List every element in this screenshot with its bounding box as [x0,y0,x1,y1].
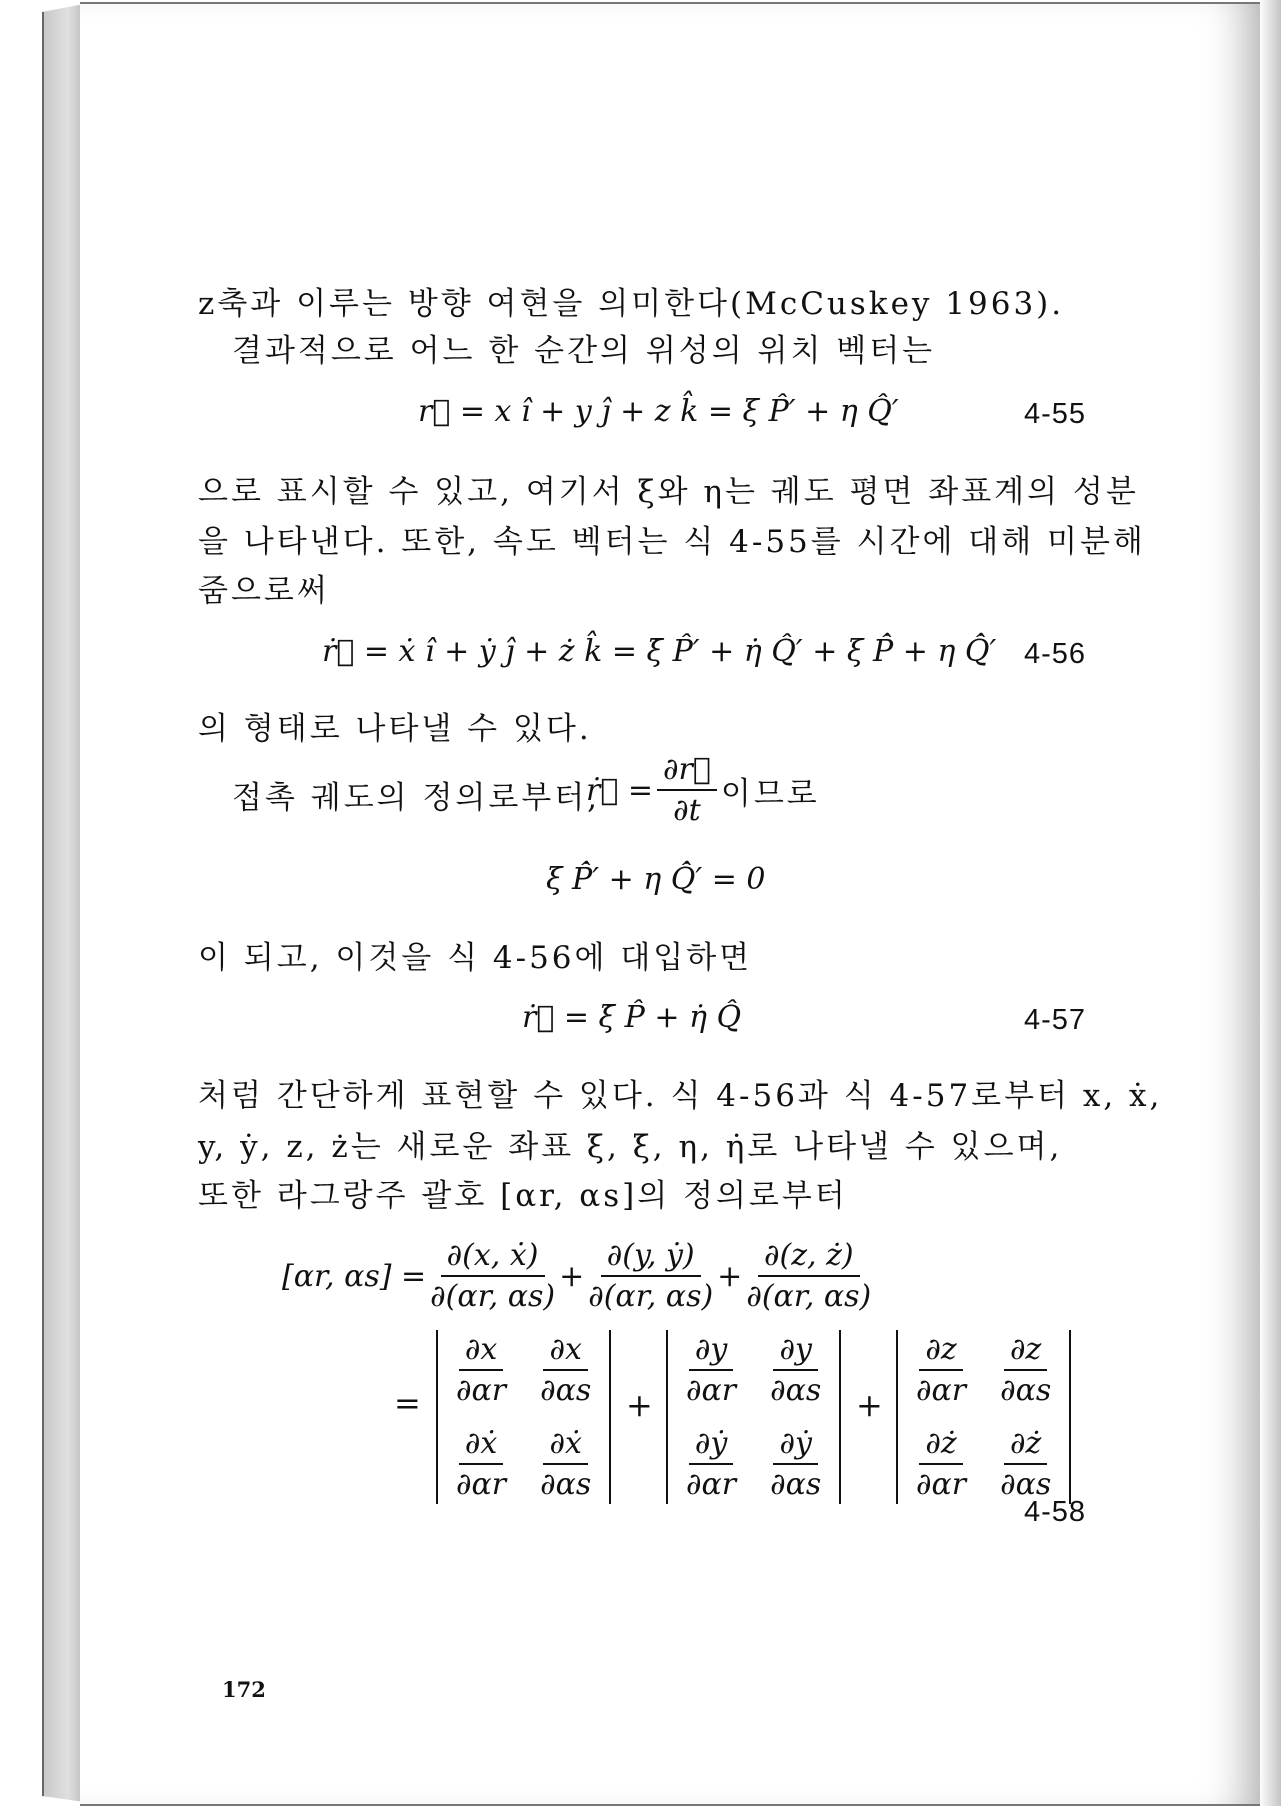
det-x-22 [540,1426,591,1502]
plus-sign: + [717,1258,743,1294]
det-x-12-num: ∂x [543,1332,587,1371]
det-x-11-num: ∂x [459,1332,503,1371]
fraction-x-denominator: ∂(αr, αs) [430,1279,556,1314]
text-line-1: z축과 이루는 방향 여현을 의미한다(McCuskey 1963). [198,286,1065,322]
equation-zero: ξ P̂̇′ + η Q̂̇′ = 0 [546,862,766,897]
book-spine [42,4,84,1802]
plus-sign: + [626,1386,653,1424]
fraction-y [588,1238,713,1314]
text-line-2: 결과적으로 어느 한 순간의 위성의 위치 벡터는 [232,333,936,369]
det-z-21-den: ∂αr [916,1467,967,1502]
equation-number-4-55: 4-55 [1024,398,1087,430]
text-line-8: 이 되고, 이것을 식 4-56에 대입하면 [198,940,753,976]
det-z-11-den: ∂αr [916,1373,967,1408]
text-line-6: 의 형태로 나타낼 수 있다. [198,711,592,747]
text-line-3: 으로 표시할 수 있고, 여기서 ξ와 η는 궤도 평면 좌표계의 성분 [198,474,1139,510]
determinant-y [666,1330,841,1504]
det-y-11-den: ∂αr [686,1373,737,1408]
fraction-z [746,1238,871,1314]
det-x-22-num: ∂ẋ [543,1426,587,1465]
text-line-7: 접촉 궤도의 정의로부터, [232,780,601,816]
text-line-9: 처럼 간단하게 표현할 수 있다. 식 4-56과 식 4-57로부터 x, ẋ, [198,1078,1163,1114]
plus-sign: + [856,1386,883,1424]
det-z-11-num: ∂z [919,1332,962,1371]
text-line-10: y, ẏ, z, ż는 새로운 좌표 ξ, ξ̇, η, η̇로 나타낼 수 있으며, [198,1129,1063,1165]
equation-rdot-def [586,752,820,828]
det-x-21-den: ∂αr [456,1467,507,1502]
det-x-21-num: ∂ẋ [459,1426,503,1465]
rdot-lhs: ṙ⃗ = [586,772,654,808]
fraction-z-denominator: ∂(αr, αs) [746,1279,872,1314]
equation-4-58-line1 [282,1238,875,1314]
det-x-21 [456,1426,506,1502]
det-y-12 [770,1332,821,1408]
equation-4-57: ṙ⃗ = ξ̇ P̂ + η̇ Q̂ [522,1000,742,1035]
text-line-7-suffix: 이므로 [720,775,820,812]
equation-4-56: ṙ⃗ = ẋ î + ẏ ĵ + ż k̂ = ξ̇ P̂′ + η̇ Q̂′ + ξ P̂̇ + η Q̂̇′ [322,634,997,669]
plus-sign: + [559,1258,585,1294]
det-x-12 [540,1332,591,1408]
text-line-4: 을 나타낸다. 또한, 속도 벡터는 식 4-55를 시간에 대해 미분해 [198,524,1146,560]
det-z-21-num: ∂ż [919,1426,962,1465]
det-z-22-num: ∂ż [1004,1426,1047,1465]
det-z-22 [1000,1426,1051,1502]
lagrange-bracket: [αr, αs] = [282,1258,427,1294]
det-y-11-num: ∂y [689,1332,733,1371]
page-sheet [80,2,1260,1806]
equation-number-4-56: 4-56 [1024,638,1087,670]
det-y-11 [686,1332,736,1408]
fraction-z-numerator: ∂(z, ż) [758,1238,860,1277]
det-z-11 [916,1332,966,1408]
det-y-22-num: ∂ẏ [773,1426,817,1465]
det-y-21-den: ∂αr [686,1467,737,1502]
rdot-numerator: ∂r⃗ [657,752,717,791]
det-x-12-den: ∂αs [540,1373,592,1408]
equals-sign: = [394,1384,421,1422]
det-y-21-num: ∂ẏ [689,1426,733,1465]
det-z-22-den: ∂αs [1000,1467,1052,1502]
fraction-y-numerator: ∂(y, ẏ) [601,1238,701,1277]
det-y-21 [686,1426,736,1502]
determinant-z [896,1330,1071,1504]
det-y-22 [770,1426,821,1502]
equation-number-4-58: 4-58 [1024,1496,1087,1528]
det-z-12 [1000,1332,1051,1408]
rdot-denominator: ∂t [673,793,701,828]
determinant-x [436,1330,611,1504]
det-x-11 [456,1332,506,1408]
det-y-22-den: ∂αs [770,1467,822,1502]
det-x-11-den: ∂αr [456,1373,507,1408]
fraction-x-numerator: ∂(x, ẋ) [441,1238,545,1277]
det-z-21 [916,1426,966,1502]
fraction-x [430,1238,555,1314]
equation-number-4-57: 4-57 [1024,1004,1087,1036]
det-y-12-num: ∂y [773,1332,817,1371]
text-line-5: 줌으로써 [198,573,330,609]
fraction-y-denominator: ∂(αr, αs) [588,1279,714,1314]
rdot-fraction [657,752,717,828]
equation-4-55: r⃗ = x î + y ĵ + z k̂ = ξ P̂′ + η Q̂′ [418,394,899,429]
text-line-11: 또한 라그랑주 괄호 [αr, αs]의 정의로부터 [198,1178,848,1214]
page-number: 172 [222,1677,266,1702]
det-z-12-num: ∂z [1004,1332,1047,1371]
det-y-12-den: ∂αs [770,1373,822,1408]
page-edge-shadow [1259,0,1281,1806]
det-x-22-den: ∂αs [540,1467,592,1502]
det-z-12-den: ∂αs [1000,1373,1052,1408]
